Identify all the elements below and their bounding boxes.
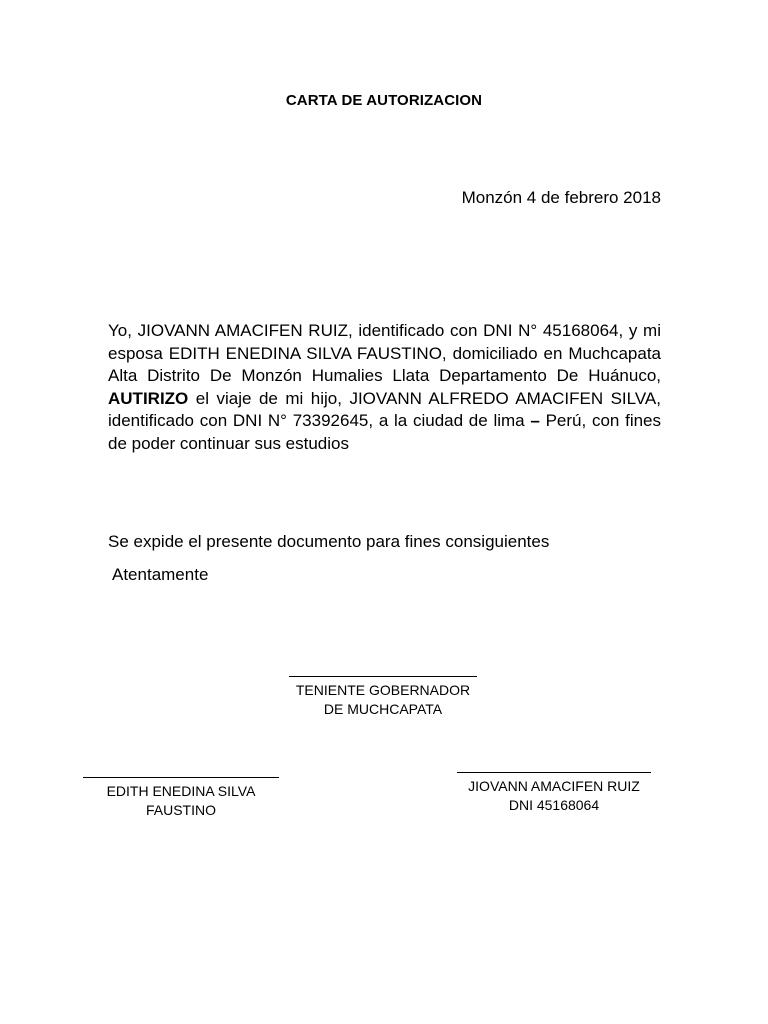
signature-subtitle: DNI 45168064 bbox=[508, 797, 600, 813]
signature-name: JIOVANN AMACIFEN RUIZ bbox=[468, 778, 640, 794]
closing-text: Atentamente bbox=[112, 565, 209, 584]
signature-subtitle: DE MUCHCAPATA bbox=[323, 701, 443, 717]
paragraph-bold-word: AUTIRIZO bbox=[108, 388, 189, 408]
paragraph-text-3: Perú, con fines de poder continuar sus estudios bbox=[108, 411, 662, 453]
signature-block-jiovann bbox=[455, 772, 653, 815]
document-date: Monzón 4 de febrero 2018 bbox=[461, 188, 661, 207]
authorization-paragraph bbox=[108, 320, 661, 455]
signature-subtitle: FAUSTINO bbox=[145, 802, 216, 818]
signature-line bbox=[289, 676, 477, 677]
signature-block-edith bbox=[82, 777, 280, 820]
paragraph-text-2: el viaje de mi hijo, JIOVANN ALFREDO AMACIFEN SILVA, identificado con DNI N° 73392645, a la ciudad de lima bbox=[108, 388, 661, 430]
signature-name: TENIENTE GOBERNADOR bbox=[295, 682, 471, 698]
signature-name: EDITH ENEDINA SILVA bbox=[106, 783, 256, 799]
signature-line bbox=[457, 772, 651, 773]
paragraph-text-1: Yo, JIOVANN AMACIFEN RUIZ, identificado con DNI N° 45168064, y mi esposa EDITH ENEDINA SILVA FAUSTINO, domiciliado en Muchcapata Alta Distrito De Monzón Humalies Llata Departamento De Huánuco, bbox=[108, 321, 661, 385]
paragraph-dash: – bbox=[530, 411, 540, 430]
document-title: CARTA DE AUTORIZACION bbox=[285, 92, 483, 109]
signature-block-gobernador bbox=[286, 676, 480, 719]
expide-statement: Se expide el presente documento para fines consiguientes bbox=[108, 532, 550, 551]
signature-line bbox=[83, 777, 279, 778]
